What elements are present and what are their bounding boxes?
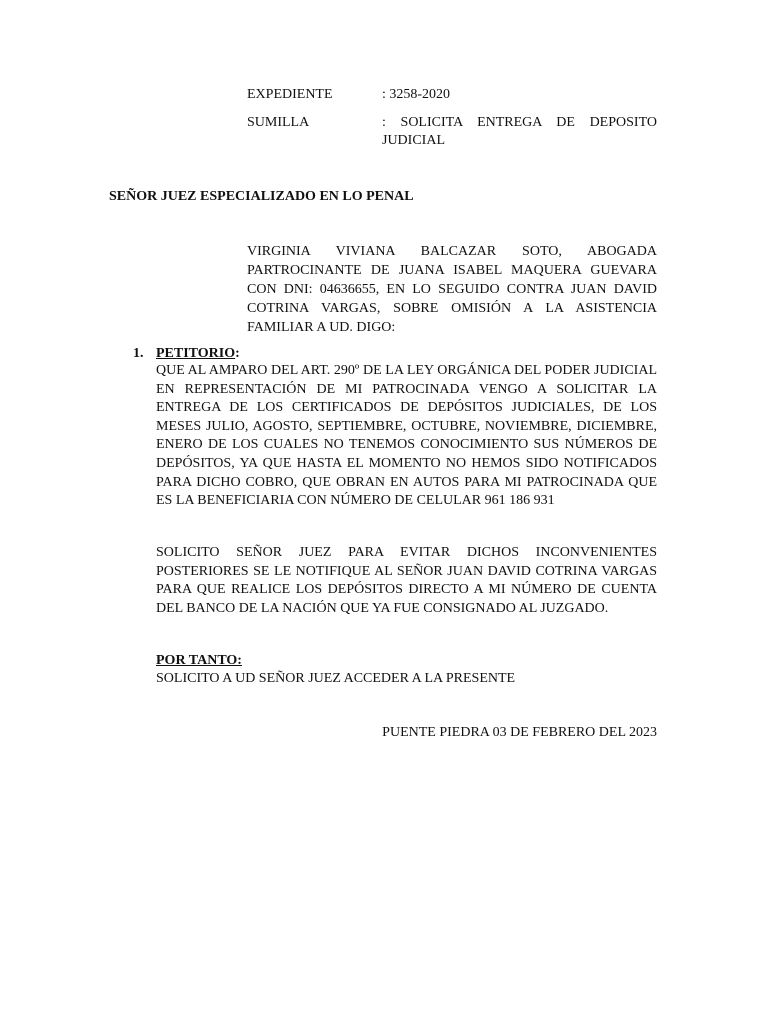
petitorio-paragraph: QUE AL AMPARO DEL ART. 290º DE LA LEY ORGÁNICA DEL PODER JUDICIAL EN REPRESENTACIÓN DE MI PATROCINADA VENGO A SOLICITAR LA ENTREGA DE LOS CERTIFICADOS DE DEPÓSITOS JUDICIALES, DE LOS MESES JULIO, AGOSTO, SEPTIEMBRE, OCTUBRE, NOVIEMBRE, DICIEMBRE, ENERO DE LOS CUALES NO TENEMOS CONOCIMIENTO SUS NÚMEROS DE DEPÓSITOS, YA QUE HASTA EL MOMENTO NO HEMOS SIDO NOTIFICADOS PARA DICHO COBRO, QUE OBRAN EN AUTOS PARA MI PATROCINADA QUE ES LA BENEFICIARIA CON NÚMERO DE CELULAR 961 186 931 xyxy=(156,363,657,509)
expediente-label: EXPEDIENTE xyxy=(247,87,333,102)
request-paragraph: SOLICITO SEÑOR JUEZ PARA EVITAR DICHOS INCONVENIENTES POSTERIORES SE LE NOTIFIQUE AL SEÑOR JUAN DAVID COTRINA VARGAS PARA QUE REALICE LOS DEPÓSITOS DIRECTO A MI NÚMERO DE CUENTA DEL BANCO DE LA NACIÓN QUE YA FUE CONSIGNADO AL JUZGADO. xyxy=(156,545,657,616)
intro-paragraph: VIRGINIA VIVIANA BALCAZAR SOTO, ABOGADA PARTROCINANTE DE JUANA ISABEL MAQUERA GUEVARA CON DNI: 04636655, EN LO SEGUIDO CONTRA JUAN DAVID COTRINA VARGAS, SOBRE OMISIÓN A LA ASISTENCIA FAMILIAR A UD. DIGO: xyxy=(247,244,657,335)
por-tanto-text: SOLICITO A UD SEÑOR JUEZ ACCEDER A LA PRESENTE xyxy=(156,671,516,686)
sumilla-label: SUMILLA xyxy=(247,115,310,130)
por-tanto-label: POR TANTO: xyxy=(156,653,242,668)
date-line: PUENTE PIEDRA 03 DE FEBRERO DEL 2023 xyxy=(382,725,657,740)
section-number: 1. xyxy=(133,346,144,361)
addressee-heading: SEÑOR JUEZ ESPECIALIZADO EN LO PENAL xyxy=(109,189,414,204)
expediente-value: : 3258-2020 xyxy=(382,87,451,102)
sumilla-value: : SOLICITA ENTREGA DE DEPOSITO JUDICIAL xyxy=(382,115,657,148)
section-title: PETITORIO xyxy=(156,346,236,361)
section-title-suffix: : xyxy=(235,346,240,361)
petitorio-heading xyxy=(133,345,240,363)
